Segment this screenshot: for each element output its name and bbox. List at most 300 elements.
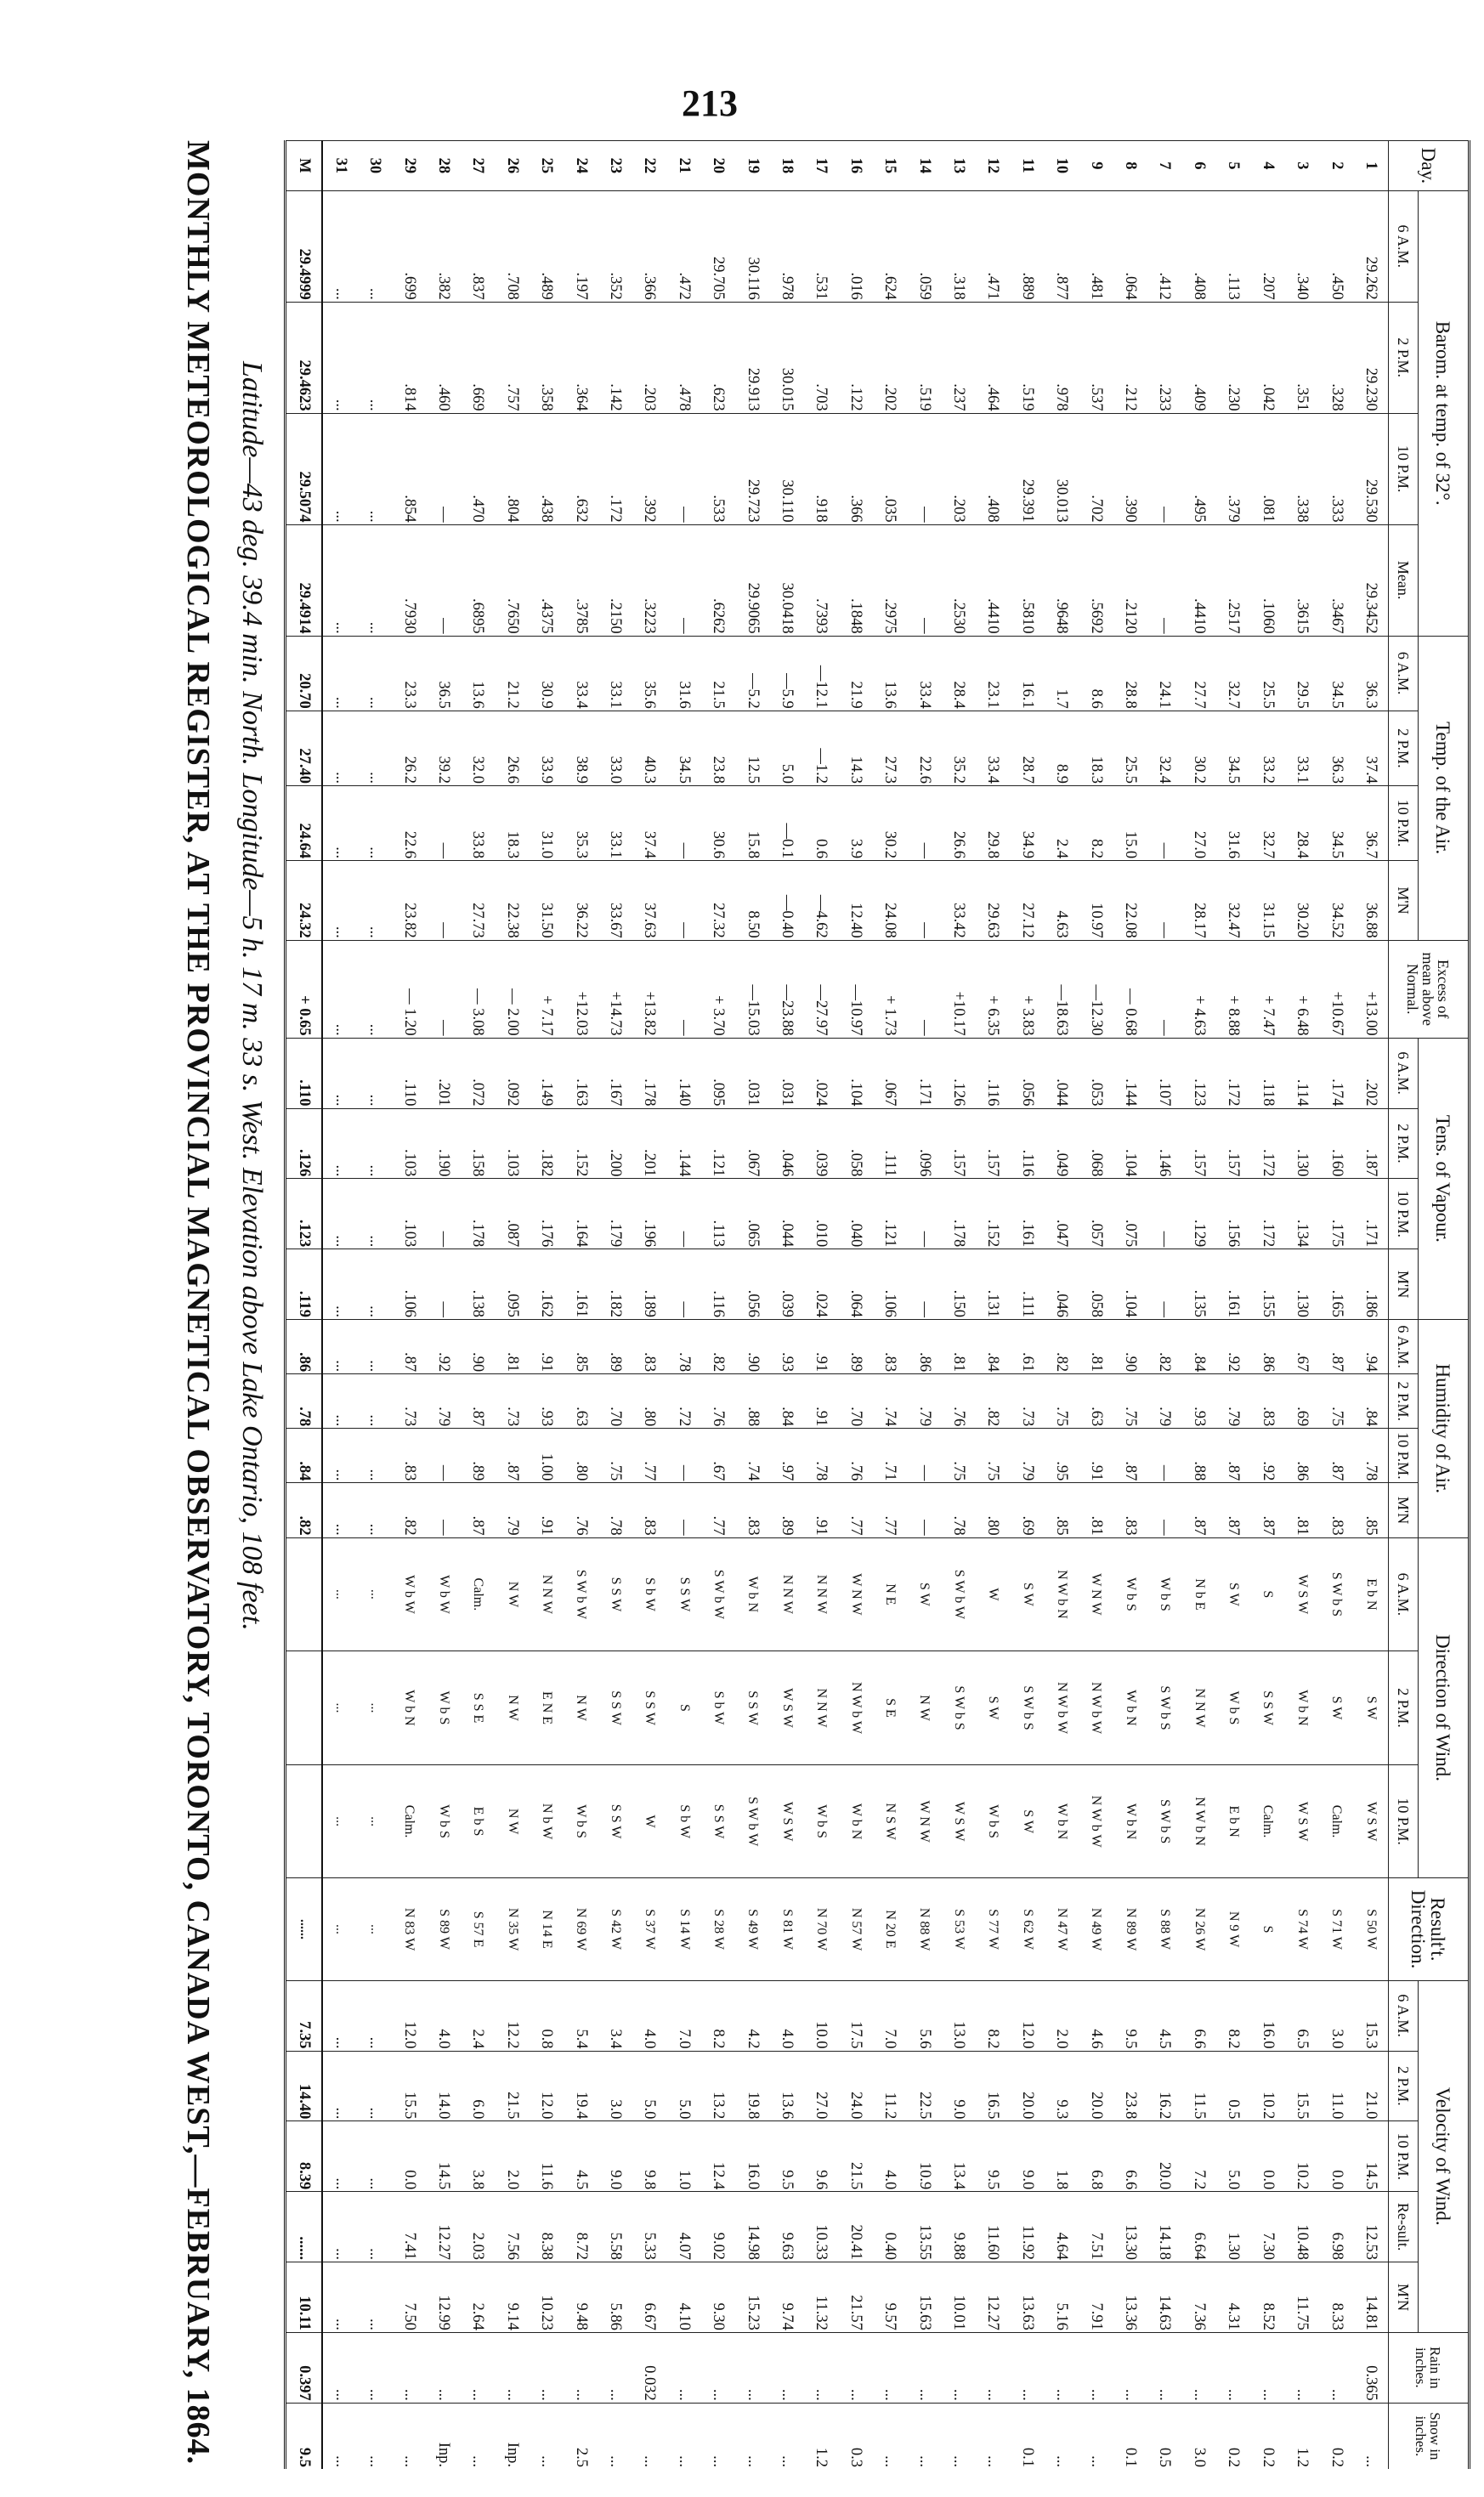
cell-s6: 15.3 bbox=[1353, 1980, 1388, 2051]
cell-t2: 26.2 bbox=[392, 711, 426, 785]
sub-vel-result: Re-sult. bbox=[1389, 2192, 1419, 2262]
cell-snow: 0.2 bbox=[1250, 2403, 1284, 2469]
cell-b6: .064 bbox=[1113, 190, 1147, 302]
cell-b10: ... bbox=[322, 413, 358, 524]
cell-bm: .3467 bbox=[1319, 524, 1353, 636]
cell-t10: 31.6 bbox=[1216, 785, 1250, 860]
cell-snow: ... bbox=[976, 2403, 1010, 2469]
cell-t6: —12.1 bbox=[804, 636, 838, 711]
cell-h10: .95 bbox=[1045, 1429, 1079, 1483]
cell-w10: N W b W bbox=[1079, 1764, 1113, 1878]
cell-w10: S W b S bbox=[1147, 1764, 1181, 1878]
cell-b6: .624 bbox=[873, 190, 907, 302]
cell-w10: W N W bbox=[907, 1764, 941, 1878]
cell-w10: E b N bbox=[1216, 1764, 1250, 1878]
cell-sr: 6.64 bbox=[1181, 2192, 1215, 2262]
cell-s6: ... bbox=[358, 1980, 392, 2051]
sub-vel-10pm: 10 P.M. bbox=[1389, 2121, 1419, 2192]
cell-sm: 13.36 bbox=[1113, 2262, 1147, 2333]
cell-w10: W b S bbox=[976, 1764, 1010, 1878]
cell-s6: 9.5 bbox=[1113, 1980, 1147, 2051]
cell-t2: 28.7 bbox=[1010, 711, 1044, 785]
cell-hm: .80 bbox=[976, 1483, 1010, 1537]
cell-t6: 31.6 bbox=[666, 636, 700, 711]
cell-rain: ... bbox=[1010, 2332, 1044, 2403]
cell-v6: .201 bbox=[427, 1038, 461, 1108]
cell-hm: — bbox=[907, 1483, 941, 1537]
cell-v10: — bbox=[427, 1179, 461, 1249]
cell-w2 bbox=[286, 1651, 322, 1765]
cell-w6: W b W bbox=[392, 1537, 426, 1651]
cell-r: S 81 W bbox=[770, 1878, 804, 1980]
cell-s6: 16.0 bbox=[1250, 1980, 1284, 2051]
cell-s10: 4.0 bbox=[873, 2121, 907, 2192]
cell-r: S 49 W bbox=[735, 1878, 769, 1980]
cell-v6: .172 bbox=[1216, 1038, 1250, 1108]
cell-rain: ... bbox=[873, 2332, 907, 2403]
cell-bm: .7930 bbox=[392, 524, 426, 636]
cell-w2: N W bbox=[564, 1651, 598, 1765]
cell-t2: 34.5 bbox=[666, 711, 700, 785]
cell-s6: 7.0 bbox=[873, 1980, 907, 2051]
table-row bbox=[1216, 141, 1250, 2470]
cell-s2: 12.0 bbox=[530, 2051, 564, 2121]
cell-sr: 0.40 bbox=[873, 2192, 907, 2262]
cell-w10: N b W bbox=[530, 1764, 564, 1878]
cell-ex: —27.97 bbox=[804, 940, 838, 1038]
cell-bm: 29.3452 bbox=[1353, 524, 1388, 636]
cell-v6: .072 bbox=[461, 1038, 495, 1108]
cell-r: S 42 W bbox=[598, 1878, 632, 1980]
cell-h10: 1.00 bbox=[530, 1429, 564, 1483]
cell-t10: 27.0 bbox=[1181, 785, 1215, 860]
cell-w2: N N W bbox=[804, 1651, 838, 1765]
cell-b2: .230 bbox=[1216, 302, 1250, 413]
table-row bbox=[1113, 141, 1147, 2470]
cell-vm: .138 bbox=[461, 1249, 495, 1320]
cell-w6: Calm. bbox=[461, 1537, 495, 1651]
cell-h2: .73 bbox=[1010, 1374, 1044, 1429]
cell-h10: .76 bbox=[838, 1429, 872, 1483]
cell-sm: 9.48 bbox=[564, 2262, 598, 2333]
cell-h10: .87 bbox=[1216, 1429, 1250, 1483]
cell-s10: 9.0 bbox=[598, 2121, 632, 2192]
cell-bm: .4375 bbox=[530, 524, 564, 636]
cell-t10: 30.6 bbox=[701, 785, 735, 860]
cell-w6: W b S bbox=[1113, 1537, 1147, 1651]
cell-r: S 88 W bbox=[1147, 1878, 1181, 1980]
cell-b2: .757 bbox=[495, 302, 529, 413]
cell-d: 20 bbox=[701, 141, 735, 191]
cell-t2: 26.6 bbox=[495, 711, 529, 785]
cell-d: 7 bbox=[1147, 141, 1181, 191]
cell-snow: ... bbox=[1045, 2403, 1079, 2469]
cell-sr: 14.18 bbox=[1147, 2192, 1181, 2262]
cell-s6: 13.0 bbox=[942, 1980, 976, 2051]
cell-h10: .75 bbox=[976, 1429, 1010, 1483]
cell-v6: .171 bbox=[907, 1038, 941, 1108]
cell-vm: .056 bbox=[735, 1249, 769, 1320]
cell-vm: — bbox=[427, 1249, 461, 1320]
cell-d: 18 bbox=[770, 141, 804, 191]
cell-tm: 31.15 bbox=[1250, 861, 1284, 941]
cell-b6: .318 bbox=[942, 190, 976, 302]
cell-t6: 29.5 bbox=[1285, 636, 1319, 711]
cell-sm: 4.31 bbox=[1216, 2262, 1250, 2333]
cell-rain: ... bbox=[427, 2332, 461, 2403]
table-row bbox=[598, 141, 632, 2470]
cell-h2: .80 bbox=[632, 1374, 666, 1429]
cell-hm: .78 bbox=[598, 1483, 632, 1537]
cell-s6: 3.4 bbox=[598, 1980, 632, 2051]
cell-v2: .172 bbox=[1250, 1108, 1284, 1179]
cell-h2: .84 bbox=[1353, 1374, 1388, 1429]
cell-sm: 7.50 bbox=[392, 2262, 426, 2333]
cell-v6: .123 bbox=[1181, 1038, 1215, 1108]
cell-s6: 8.2 bbox=[976, 1980, 1010, 2051]
cell-v10: ... bbox=[322, 1179, 358, 1249]
cell-h10: .92 bbox=[1250, 1429, 1284, 1483]
cell-h10: ... bbox=[358, 1429, 392, 1483]
cell-v10: .164 bbox=[564, 1179, 598, 1249]
cell-h6: .94 bbox=[1353, 1320, 1388, 1374]
cell-w6: S W bbox=[1216, 1537, 1250, 1651]
cell-v6: .167 bbox=[598, 1038, 632, 1108]
cell-sm: 2.64 bbox=[461, 2262, 495, 2333]
table-row bbox=[1181, 141, 1215, 2470]
cell-d: 21 bbox=[666, 141, 700, 191]
cell-bm: .3785 bbox=[564, 524, 598, 636]
cell-s2: 13.6 bbox=[770, 2051, 804, 2121]
cell-b2: .233 bbox=[1147, 302, 1181, 413]
cell-sr: 13.55 bbox=[907, 2192, 941, 2262]
cell-t6: 36.3 bbox=[1353, 636, 1388, 711]
cell-sr: 9.02 bbox=[701, 2192, 735, 2262]
cell-rain: ... bbox=[838, 2332, 872, 2403]
cell-rain: ... bbox=[1319, 2332, 1353, 2403]
cell-r: N 49 W bbox=[1079, 1878, 1113, 1980]
cell-w10: W b N bbox=[838, 1764, 872, 1878]
cell-t2: 32.0 bbox=[461, 711, 495, 785]
cell-w6: N N W bbox=[530, 1537, 564, 1651]
cell-v6: .053 bbox=[1079, 1038, 1113, 1108]
cell-bm: .2517 bbox=[1216, 524, 1250, 636]
cell-sm: 10.01 bbox=[942, 2262, 976, 2333]
sub-hum-6am: 6 A.M. bbox=[1389, 1320, 1419, 1374]
cell-ex: +12.03 bbox=[564, 940, 598, 1038]
cell-bm: 29.4914 bbox=[286, 524, 322, 636]
cell-h10: .67 bbox=[701, 1429, 735, 1483]
cell-s2: 15.5 bbox=[1285, 2051, 1319, 2121]
cell-tm: 22.08 bbox=[1113, 861, 1147, 941]
cell-s2: 5.0 bbox=[632, 2051, 666, 2121]
cell-vm: .161 bbox=[1216, 1249, 1250, 1320]
cell-b6: 30.116 bbox=[735, 190, 769, 302]
cell-t6: 28.8 bbox=[1113, 636, 1147, 711]
cell-b6: .837 bbox=[461, 190, 495, 302]
cell-v10: .178 bbox=[942, 1179, 976, 1249]
cell-h2: .63 bbox=[1079, 1374, 1113, 1429]
cell-t6: 35.6 bbox=[632, 636, 666, 711]
cell-d: 2 bbox=[1319, 141, 1353, 191]
cell-t6: ... bbox=[358, 636, 392, 711]
cell-rain: 0.032 bbox=[632, 2332, 666, 2403]
cell-w6: S b W bbox=[632, 1537, 666, 1651]
cell-h6: .67 bbox=[1285, 1320, 1319, 1374]
cell-s2: 16.2 bbox=[1147, 2051, 1181, 2121]
cell-s10: 20.0 bbox=[1147, 2121, 1181, 2192]
sub-dir-2pm: 2 P.M. bbox=[1389, 1651, 1419, 1765]
cell-bm: — bbox=[427, 524, 461, 636]
cell-b2: .537 bbox=[1079, 302, 1113, 413]
cell-tm: 4.63 bbox=[1045, 861, 1079, 941]
cell-b2: .142 bbox=[598, 302, 632, 413]
cell-b6: .889 bbox=[1010, 190, 1044, 302]
cell-v2: .157 bbox=[976, 1108, 1010, 1179]
cell-r: N 70 W bbox=[804, 1878, 838, 1980]
cell-rain: ... bbox=[735, 2332, 769, 2403]
cell-v10: .152 bbox=[976, 1179, 1010, 1249]
cell-w2: S W b S bbox=[1147, 1651, 1181, 1765]
cell-v2: .104 bbox=[1113, 1108, 1147, 1179]
cell-s6: 8.2 bbox=[701, 1980, 735, 2051]
cell-snow: ... bbox=[530, 2403, 564, 2469]
cell-b2: .814 bbox=[392, 302, 426, 413]
mean-row bbox=[286, 141, 322, 2470]
cell-hm: .69 bbox=[1010, 1483, 1044, 1537]
cell-w2: S S E bbox=[461, 1651, 495, 1765]
cell-h6: .93 bbox=[770, 1320, 804, 1374]
cell-snow: ... bbox=[1079, 2403, 1113, 2469]
cell-t2: 22.6 bbox=[907, 711, 941, 785]
cell-hm: .91 bbox=[804, 1483, 838, 1537]
cell-hm: .78 bbox=[942, 1483, 976, 1537]
cell-tm: 34.52 bbox=[1319, 861, 1353, 941]
cell-b2: ... bbox=[322, 302, 358, 413]
cell-t2: 37.4 bbox=[1353, 711, 1388, 785]
cell-rain: 0.397 bbox=[286, 2332, 322, 2403]
cell-s10: 7.2 bbox=[1181, 2121, 1215, 2192]
cell-tm: —0.40 bbox=[770, 861, 804, 941]
cell-bm: .2150 bbox=[598, 524, 632, 636]
register-table-wrap bbox=[284, 140, 1470, 2469]
cell-sr: 9.63 bbox=[770, 2192, 804, 2262]
register-body bbox=[286, 141, 1389, 2470]
sub-temp-10pm: 10 P.M. bbox=[1389, 785, 1419, 860]
cell-t2: 33.2 bbox=[1250, 711, 1284, 785]
cell-rain: ... bbox=[358, 2332, 392, 2403]
table-row bbox=[322, 141, 358, 2470]
cell-ex: + 8.88 bbox=[1216, 940, 1250, 1038]
cell-t6: —5.2 bbox=[735, 636, 769, 711]
cell-w10: E b S bbox=[461, 1764, 495, 1878]
cell-s2: 19.8 bbox=[735, 2051, 769, 2121]
cell-w6: N N W bbox=[804, 1537, 838, 1651]
cell-snow: ... bbox=[770, 2403, 804, 2469]
cell-h6: .86 bbox=[907, 1320, 941, 1374]
cell-ex: — 0.68 bbox=[1113, 940, 1147, 1038]
table-row bbox=[666, 141, 700, 2470]
cell-v10: — bbox=[1147, 1179, 1181, 1249]
cell-w6: ... bbox=[322, 1537, 358, 1651]
cell-hm: .82 bbox=[286, 1483, 322, 1537]
cell-ex: + 6.35 bbox=[976, 940, 1010, 1038]
cell-t6: —5.9 bbox=[770, 636, 804, 711]
cell-v10: .075 bbox=[1113, 1179, 1147, 1249]
cell-v6: .092 bbox=[495, 1038, 529, 1108]
cell-vm: .104 bbox=[1113, 1249, 1147, 1320]
cell-h10: .87 bbox=[1113, 1429, 1147, 1483]
cell-sr: 7.30 bbox=[1250, 2192, 1284, 2262]
cell-bm: .7393 bbox=[804, 524, 838, 636]
col-velocity: Velocity of Wind. bbox=[1419, 1980, 1469, 2332]
cell-t6: 21.5 bbox=[701, 636, 735, 711]
cell-snow: 2.5 bbox=[564, 2403, 598, 2469]
cell-rain: ... bbox=[1285, 2332, 1319, 2403]
cell-w10: S b W bbox=[666, 1764, 700, 1878]
sub-vap-mean: M'N bbox=[1389, 1249, 1419, 1320]
cell-b10: — bbox=[1147, 413, 1181, 524]
sub-barom-10pm: 10 P.M. bbox=[1389, 413, 1419, 524]
cell-v10: .161 bbox=[1010, 1179, 1044, 1249]
cell-s10: 0.0 bbox=[392, 2121, 426, 2192]
cell-h2: .93 bbox=[530, 1374, 564, 1429]
cell-sm: ... bbox=[358, 2262, 392, 2333]
cell-w6: W b N bbox=[735, 1537, 769, 1651]
cell-d: 8 bbox=[1113, 141, 1147, 191]
cell-hm: .82 bbox=[392, 1483, 426, 1537]
cell-d: 10 bbox=[1045, 141, 1079, 191]
cell-t10: — bbox=[666, 785, 700, 860]
cell-hm: .87 bbox=[1216, 1483, 1250, 1537]
cell-hm: .85 bbox=[1353, 1483, 1388, 1537]
cell-t6: 27.7 bbox=[1181, 636, 1215, 711]
cell-rain: ... bbox=[564, 2332, 598, 2403]
cell-v2: .130 bbox=[1285, 1108, 1319, 1179]
cell-ex: + 4.63 bbox=[1181, 940, 1215, 1038]
cell-v10: .121 bbox=[873, 1179, 907, 1249]
cell-sr: 11.92 bbox=[1010, 2192, 1044, 2262]
cell-s6: 7.0 bbox=[666, 1980, 700, 2051]
cell-tm: 27.32 bbox=[701, 861, 735, 941]
cell-snow: 1.2 bbox=[1285, 2403, 1319, 2469]
cell-h6: .83 bbox=[632, 1320, 666, 1374]
cell-v2: .160 bbox=[1319, 1108, 1353, 1179]
cell-hm: ... bbox=[322, 1483, 358, 1537]
cell-s10: 9.8 bbox=[632, 2121, 666, 2192]
cell-vm: ... bbox=[322, 1249, 358, 1320]
cell-s10: 9.5 bbox=[976, 2121, 1010, 2192]
cell-tm: 24.32 bbox=[286, 861, 322, 941]
cell-w2: W b N bbox=[392, 1651, 426, 1765]
cell-w10: W S W bbox=[942, 1764, 976, 1878]
cell-rain: ... bbox=[598, 2332, 632, 2403]
cell-tm: 30.20 bbox=[1285, 861, 1319, 941]
cell-b6: .207 bbox=[1250, 190, 1284, 302]
cell-s6: 4.0 bbox=[632, 1980, 666, 2051]
cell-h10: .74 bbox=[735, 1429, 769, 1483]
cell-ex: —10.97 bbox=[838, 940, 872, 1038]
table-row bbox=[976, 141, 1010, 2470]
cell-s10: 9.0 bbox=[1010, 2121, 1044, 2192]
cell-t2: 33.1 bbox=[1285, 711, 1319, 785]
cell-b6: .113 bbox=[1216, 190, 1250, 302]
cell-b2: .042 bbox=[1250, 302, 1284, 413]
cell-s6: 4.0 bbox=[427, 1980, 461, 2051]
cell-v10: .179 bbox=[598, 1179, 632, 1249]
cell-sm: 9.14 bbox=[495, 2262, 529, 2333]
cell-t2: ... bbox=[358, 711, 392, 785]
cell-v10: .040 bbox=[838, 1179, 872, 1249]
sub-temp-mean: M'N bbox=[1389, 861, 1419, 941]
cell-v2: .126 bbox=[286, 1108, 322, 1179]
cell-s6: 3.0 bbox=[1319, 1980, 1353, 2051]
cell-s10: 0.0 bbox=[1319, 2121, 1353, 2192]
cell-s10: 3.8 bbox=[461, 2121, 495, 2192]
cell-h6: .83 bbox=[873, 1320, 907, 1374]
cell-s2: 15.5 bbox=[392, 2051, 426, 2121]
cell-sm: 4.10 bbox=[666, 2262, 700, 2333]
cell-d: 11 bbox=[1010, 141, 1044, 191]
cell-t10: ... bbox=[322, 785, 358, 860]
cell-w10: S W b W bbox=[735, 1764, 769, 1878]
cell-vm: .119 bbox=[286, 1249, 322, 1320]
cell-b2: 29.230 bbox=[1353, 302, 1388, 413]
cell-sm: 13.63 bbox=[1010, 2262, 1044, 2333]
cell-w2: S W bbox=[976, 1651, 1010, 1765]
cell-sr: 5.33 bbox=[632, 2192, 666, 2262]
cell-v2: .200 bbox=[598, 1108, 632, 1179]
cell-b6: .340 bbox=[1285, 190, 1319, 302]
cell-b10: .408 bbox=[976, 413, 1010, 524]
cell-h10: ... bbox=[322, 1429, 358, 1483]
cell-rain: ... bbox=[1045, 2332, 1079, 2403]
cell-h10: .87 bbox=[495, 1429, 529, 1483]
cell-s6: 6.5 bbox=[1285, 1980, 1319, 2051]
cell-rain: ... bbox=[495, 2332, 529, 2403]
table-row bbox=[942, 141, 976, 2470]
cell-ex: —12.30 bbox=[1079, 940, 1113, 1038]
cell-h2: .79 bbox=[1147, 1374, 1181, 1429]
cell-d: 22 bbox=[632, 141, 666, 191]
cell-r: S 71 W bbox=[1319, 1878, 1353, 1980]
cell-d: 29 bbox=[392, 141, 426, 191]
cell-v2: .067 bbox=[735, 1108, 769, 1179]
cell-s2: 21.5 bbox=[495, 2051, 529, 2121]
cell-snow: ... bbox=[735, 2403, 769, 2469]
cell-s10: 10.2 bbox=[1285, 2121, 1319, 2192]
cell-h6: .85 bbox=[564, 1320, 598, 1374]
cell-b6: .531 bbox=[804, 190, 838, 302]
cell-s6: 5.6 bbox=[907, 1980, 941, 2051]
cell-s10: 5.0 bbox=[1216, 2121, 1250, 2192]
cell-b10: .702 bbox=[1079, 413, 1113, 524]
table-row bbox=[1147, 141, 1181, 2470]
cell-v10: .134 bbox=[1285, 1179, 1319, 1249]
cell-t10: 31.0 bbox=[530, 785, 564, 860]
cell-s2: 11.5 bbox=[1181, 2051, 1215, 2121]
cell-s10: 1.8 bbox=[1045, 2121, 1079, 2192]
cell-hm: .91 bbox=[530, 1483, 564, 1537]
cell-h6: .78 bbox=[666, 1320, 700, 1374]
cell-b10: .854 bbox=[392, 413, 426, 524]
col-snow: Snow in inches. bbox=[1389, 2403, 1469, 2469]
cell-v2: ... bbox=[358, 1108, 392, 1179]
cell-t2: 35.2 bbox=[942, 711, 976, 785]
cell-bm: — bbox=[907, 524, 941, 636]
cell-d: 16 bbox=[838, 141, 872, 191]
col-day: Day. bbox=[1389, 141, 1469, 191]
